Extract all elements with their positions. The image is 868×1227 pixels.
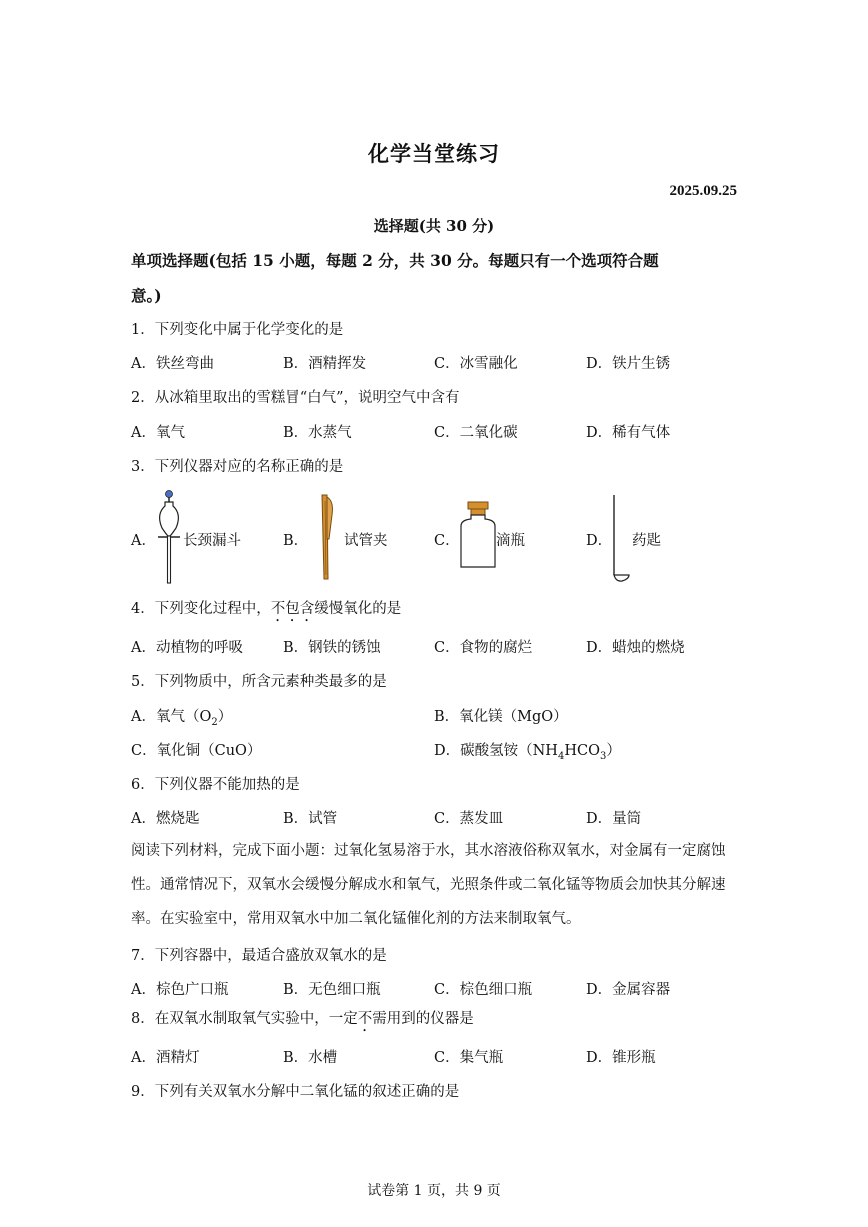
separatory-funnel-icon [154,488,184,585]
question-7-option-c: C．棕色细口瓶 [434,982,533,998]
question-3-letter-a: A． [131,533,156,549]
question-7-option-a: A．棕色广口瓶 [131,982,229,998]
question-3-letter-c: C． [434,533,460,549]
question-3-label-b: 试管夹 [344,533,388,549]
question-5-option-a-subscript: 2 [211,716,218,728]
question-2-option-c: C．二氧化碳 [434,425,518,441]
question-5-option-b: B．氧化镁（MgO） [434,709,568,725]
question-4-stem-emphasis: 不包含 [270,601,315,617]
question-8-option-d: D．锥形瓶 [586,1050,656,1066]
test-tube-holder-icon [314,493,336,581]
question-1-option-d: D．铁片生锈 [586,356,671,372]
question-6-option-b: B．试管 [283,811,338,827]
question-8-option-b: B．水槽 [283,1050,338,1066]
question-5-option-d-subscript-1: 4 [557,750,565,762]
question-3-letter-d: D． [586,533,613,549]
instructions-line-1: 单项选择题(包括 15 小题，每题 2 分，共 30 分。每题只有一个选项符合题 [131,251,659,270]
question-1-option-c: C．冰雪融化 [434,356,518,372]
question-4-option-d: D．蜡烛的燃烧 [586,640,685,656]
question-4-option-b: B．钢铁的锈蚀 [283,640,381,656]
question-5-stem: 5．下列物质中，所含元素种类最多的是 [131,674,387,690]
question-5-option-d-text: D．碳酸氢铵（NH [434,743,558,759]
question-7-stem: 7．下列容器中，最适合盛放双氧水的是 [131,948,387,964]
question-1-stem: 1．下列变化中属于化学变化的是 [131,322,344,338]
page-title: 化学当堂练习 [368,141,500,166]
question-5-option-d-subscript-2: 3 [599,750,607,762]
question-8-option-a: A．酒精灯 [131,1050,200,1066]
question-1-option-b: B．酒精挥发 [283,356,367,372]
question-2-stem: 2．从冰箱里取出的雪糕冒“白气”，说明空气中含有 [131,390,460,406]
question-8-stem-pre: 8．在双氧水制取氧气实验中，一定 [131,1011,358,1027]
question-6-option-c: C．蒸发皿 [434,811,504,827]
question-5-option-c: C．氧化铜（CuO） [131,743,262,759]
question-3-letter-b: B． [283,533,309,549]
question-2-option-d: D．稀有气体 [586,425,671,441]
question-5-option-d-mid: HCO [564,743,600,759]
page-footer: 试卷第 1 页，共 9 页 [367,1183,501,1199]
question-8-stem [131,1007,474,1035]
question-4-stem-pre: 4．下列变化过程中， [131,601,271,617]
question-4-stem-post: 缓慢氧化的是 [314,601,402,617]
question-3-label-c: 滴瓶 [496,533,525,549]
question-5-option-a-end: ） [217,709,233,725]
question-8-stem-post: 需用到的仪器是 [372,1011,474,1027]
spatula-icon [608,493,632,585]
question-6-option-a: A．燃烧匙 [131,811,200,827]
question-6-stem: 6．下列仪器不能加热的是 [131,777,300,793]
question-5-option-a [131,705,232,728]
question-3-label-d: 药匙 [632,533,661,549]
question-7-option-b: B．无色细口瓶 [283,982,381,998]
question-5-option-d-end: ） [606,743,621,759]
section-heading: 选择题(共 30 分) [373,217,495,235]
question-4-option-a: A．动植物的呼吸 [131,640,243,656]
question-3-stem: 3．下列仪器对应的名称正确的是 [131,459,344,475]
question-2-option-a: A．氧气 [131,425,185,441]
question-8-stem-emphasis: 不 [357,1011,373,1027]
question-6-option-d: D．量筒 [586,811,642,827]
question-5-option-a-text: A．氧气（O [131,709,212,725]
question-4-option-c: C．食物的腐烂 [434,640,533,656]
question-4-stem [131,597,401,625]
question-3-label-a: 长颈漏斗 [183,533,241,549]
question-1-option-a: A．铁丝弯曲 [131,356,214,372]
question-5-option-d [434,739,621,762]
question-8-option-c: C．集气瓶 [434,1050,504,1066]
question-2-option-b: B．水蒸气 [283,425,352,441]
question-9-stem: 9．下列有关双氧水分解中二氧化锰的叙述正确的是 [131,1084,460,1100]
exam-date: 2025.09.25 [669,183,737,199]
question-7-option-d: D．金属容器 [586,982,671,998]
dropper-bottle-icon [459,500,497,570]
reading-passage: 阅读下列材料，完成下面小题：过氧化氢易溶于水，其水溶液俗称双氧水，对金属有一定腐蚀性。通常情况下，双氧水会缓慢分解成水和氧气，光照条件或二氧化锰等物质会加快其分解速率。在实验室中，常用双氧水中加二氧化锰催化剂的方法来制取氧气。 [131,843,726,927]
instructions-line-2: 意。) [131,286,162,305]
